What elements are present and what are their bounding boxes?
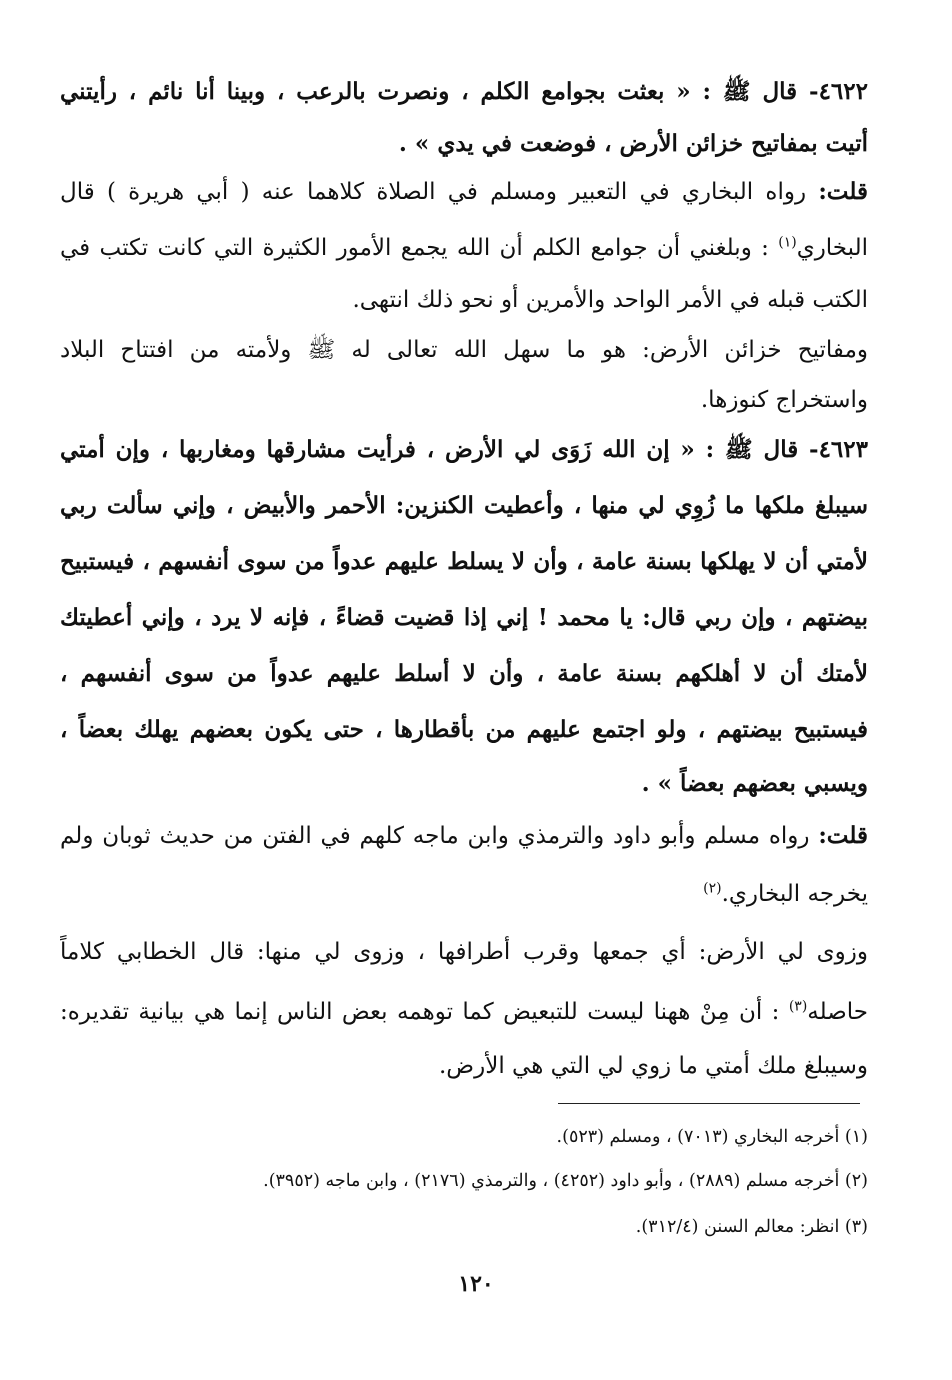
comment-4622-line-1	[60, 170, 868, 214]
hadith-4623-line-5: لأمتك أن لا أهلكهم بسنة عامة ، وأن لا أسلط عليهم عدواً من سوى أنفسهم ،	[60, 660, 868, 687]
comment-text: : أن مِنْ ههنا ليست للتبعيض كما توهمه بعض الناس إنما هي بيانية تقديره:	[60, 999, 789, 1025]
comment-4623-line-1	[60, 814, 868, 858]
hadith-4623-line-7: ويسبي بعضهم بعضاً » .	[641, 770, 868, 797]
comment-4623-line-2	[60, 872, 868, 916]
comment-label: قلت:	[818, 178, 868, 205]
hadith-4623-line-4: بيضتهم ، وإن ربي قال: يا محمد ! إني إذا قضيت قضاءً ، فإنه لا يرد ، وإني أعطيتك	[60, 604, 868, 631]
comment-4623-line-3: وزوى لي الأرض: أي جمعها وقرب أطرافها ، وزوى لي منها: قال الخطابي كلاماً	[60, 939, 868, 965]
footnote-3: (٣) انظر: معالم السنن (٣١٢/٤).	[635, 1217, 868, 1237]
hadith-4623-line-3: لأمتي أن لا يهلكها بسنة عامة ، وأن لا يسلط عليهم عدواً من سوى أنفسهم ، فيستبيح	[60, 548, 868, 575]
hadith-4622-line-2: أتيت بمفاتيح خزائن الأرض ، فوضعت في يدي » .	[398, 130, 868, 157]
comment-4622-line-3: الكتب قبله في الأمر الواحد والأمرين أو نحو ذلك انتهى.	[352, 287, 868, 313]
hadith-4623-line-2: سيبلغ ملكها ما زُوِي لي منها ، وأعطيت الكنزين: الأحمر والأبيض ، وإني سألت ربي	[60, 492, 868, 519]
comment-4623-line-5: وسيبلغ ملك أمتي ما زوي لي التي هي الأرض.	[438, 1053, 868, 1079]
comment-4622-line-4: ومفاتيح خزائن الأرض: هو ما سهل الله تعالى له ﷺ ولأمته من افتتاح البلاد	[60, 337, 868, 363]
comment-label: قلت:	[818, 822, 868, 849]
footnote-ref-1: (١)	[778, 234, 797, 251]
comment-text: رواه البخاري في التعبير ومسلم في الصلاة كلاهما عنه ( أبي هريرة ) قال	[60, 179, 819, 205]
footnote-1: (١) أخرجه البخاري (٧٠١٣) ، ومسلم (٥٢٣).	[556, 1127, 868, 1147]
comment-4623-line-4	[60, 990, 868, 1034]
comment-text: : وبلغني أن جوامع الكلم أن الله يجمع الأمور الكثيرة التي كانت تكتب في	[60, 235, 779, 261]
comment-4622-line-2	[60, 226, 868, 270]
comment-4622-line-5: واستخراج كنوزها.	[700, 387, 868, 413]
comment-text: يخرجه البخاري.	[721, 881, 868, 907]
footnote-ref-2: (٢)	[703, 880, 722, 897]
hadith-4622-line-1: ٤٦٢٢- قال ﷺ : « بعثت بجوامع الكلم ، ونصرت بالرعب ، وبينا أنا نائم ، رأيتني	[60, 78, 868, 105]
hadith-4623-line-1: ٤٦٢٣- قال ﷺ : « إن الله زَوَى لي الأرض ، فرأيت مشارقها ومغاربها ، وإن أمتي	[60, 436, 868, 463]
page-number: ١٢٠	[458, 1271, 494, 1297]
footnote-2: (٢) أخرجه مسلم (٢٨٨٩) ، وأبو داود (٤٢٥٢) ، والترمذي (٢١٧٦) ، وابن ماجه (٣٩٥٢).	[263, 1171, 868, 1191]
comment-text: رواه مسلم وأبو داود والترمذي وابن ماجه كلهم في الفتن من حديث ثوبان ولم	[60, 823, 819, 849]
footnote-separator	[558, 1103, 860, 1104]
comment-text: حاصله	[807, 999, 868, 1025]
footnote-ref-3: (٣)	[788, 998, 808, 1015]
hadith-4623-line-6: فيستبيح بيضتهم ، ولو اجتمع عليهم من بأقطارها ، حتى يكون بعضهم يهلك بعضاً ،	[60, 716, 868, 743]
comment-text: البخاري	[796, 235, 868, 261]
